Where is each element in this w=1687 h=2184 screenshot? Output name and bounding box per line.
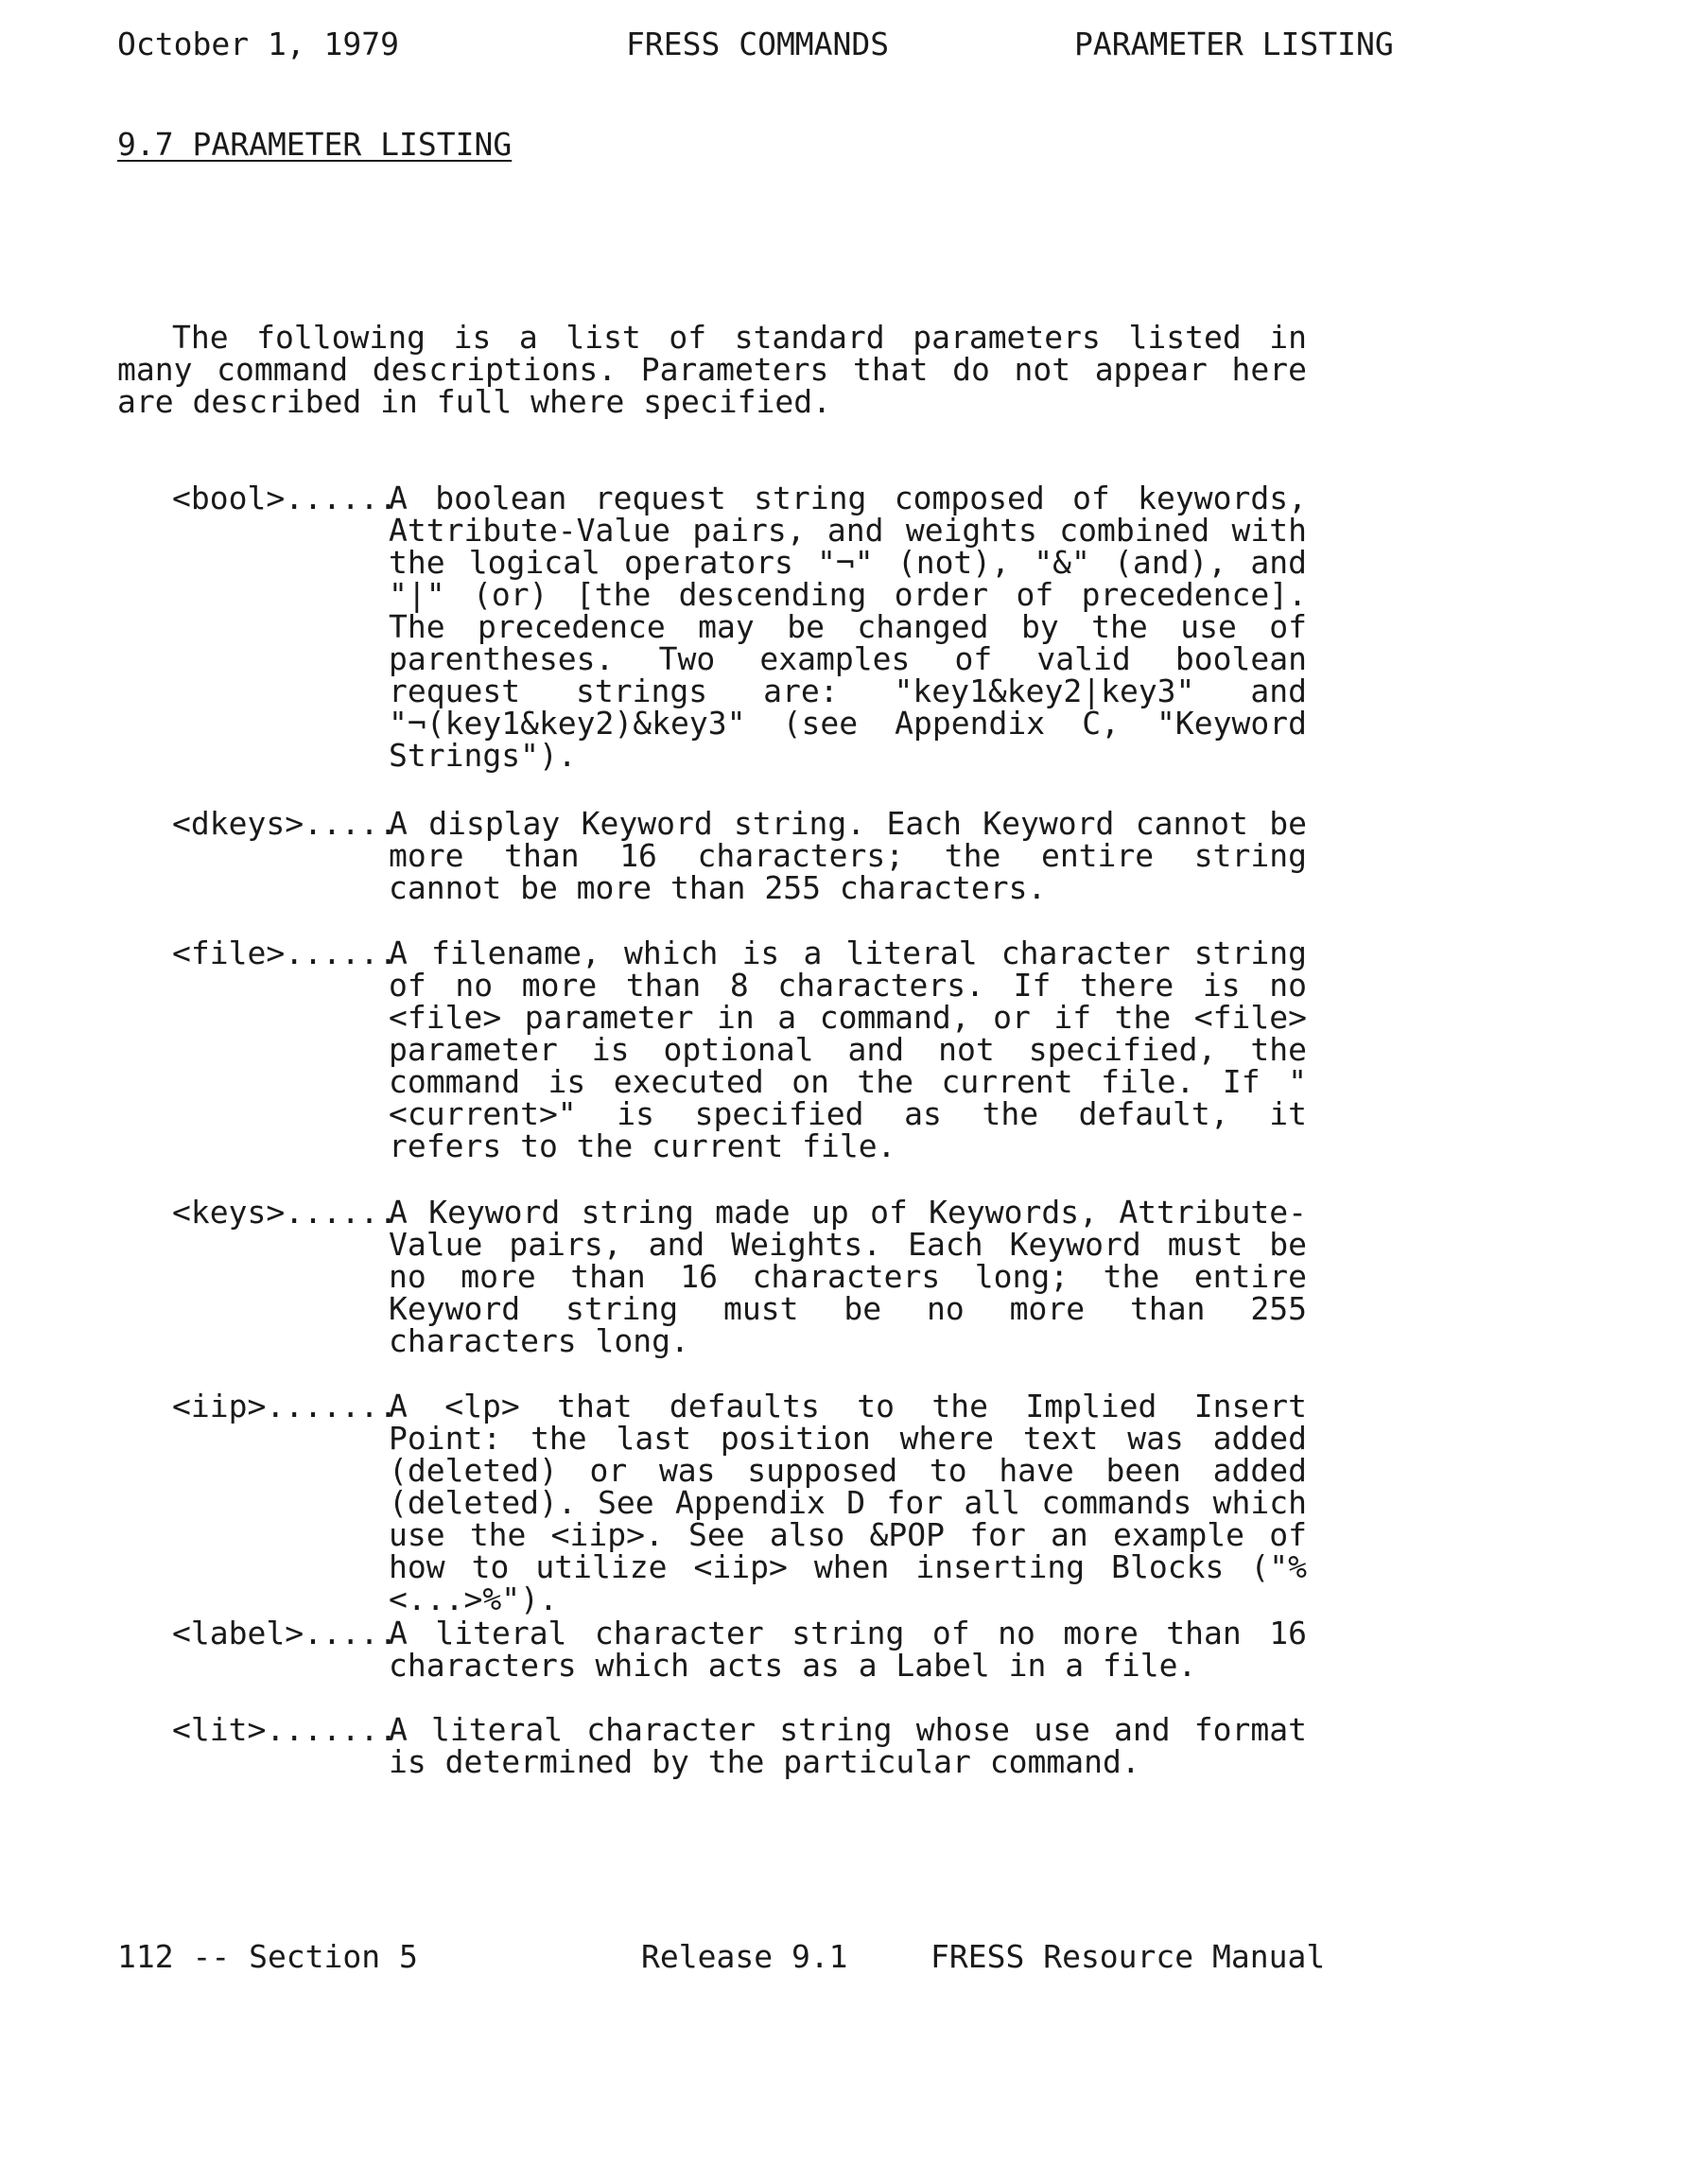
param-description: A literal character string of no more than 16 characters which acts as a Label in a file.: [389, 1615, 1307, 1684]
param-term: <file>......: [172, 935, 398, 971]
param-term: <dkeys>.....: [172, 805, 398, 842]
param-description: A boolean request string composed of keywords, Attribute-Value pairs, and weights combined with the logical operators "¬" (not), "&" (and), and "|" (or) [the descending order of precedence]. The precedence may be changed by the use of parentheses. Two examples of valid boolean request strings are: "key1&key2|key3" and "¬(key1&key2)&key3" (see Appendix C, "Keyword Strings").: [389, 480, 1307, 774]
param-term: <label>.....: [172, 1615, 398, 1651]
param-description: A display Keyword string. Each Keyword cannot be more than 16 characters; the entire string cannot be more than 255 characters.: [389, 805, 1307, 906]
footer-release: Release 9.1: [641, 1938, 848, 1975]
param-term: <iip>.......: [172, 1388, 398, 1424]
param-description: A filename, which is a literal character string of no more than 8 characters. If there is no <file> parameter in a command, or if the <file> parameter is optional and not specified, the command is executed on the current file. If "<current>" is specified as the default, it refers to the current file.: [389, 935, 1307, 1164]
param-term: <keys>......: [172, 1194, 398, 1231]
footer-manual-title: FRESS Resource Manual: [930, 1938, 1326, 1975]
header-section: PARAMETER LISTING: [1074, 26, 1394, 62]
header-date: October 1, 1979: [117, 26, 400, 62]
param-description: A literal character string whose use and format is determined by the particular command.: [389, 1711, 1307, 1780]
header-title: FRESS COMMANDS: [626, 26, 890, 62]
param-description: A Keyword string made up of Keywords, Attribute-Value pairs, and Weights. Each Keyword must be no more than 16 characters long; the entire Keyword string must be no more than 255 characters long.: [389, 1194, 1307, 1359]
footer-page-number: 112 -- Section 5: [117, 1938, 418, 1975]
param-term: <bool>......: [172, 480, 398, 516]
intro-paragraph: The following is a list of standard parameters listed in many command descriptions. Parameters that do not appear here are described in full where specified.: [117, 319, 1307, 420]
section-heading: 9.7 PARAMETER LISTING: [117, 126, 513, 163]
param-term: <lit>.......: [172, 1711, 398, 1748]
param-description: A <lp> that defaults to the Implied Insert Point: the last position where text was added (deleted) or was supposed to have been added (deleted). See Appendix D for all commands which use the <iip>. See also &POP for an example of how to utilize <iip> when inserting Blocks ("%<...>%").: [389, 1388, 1307, 1617]
